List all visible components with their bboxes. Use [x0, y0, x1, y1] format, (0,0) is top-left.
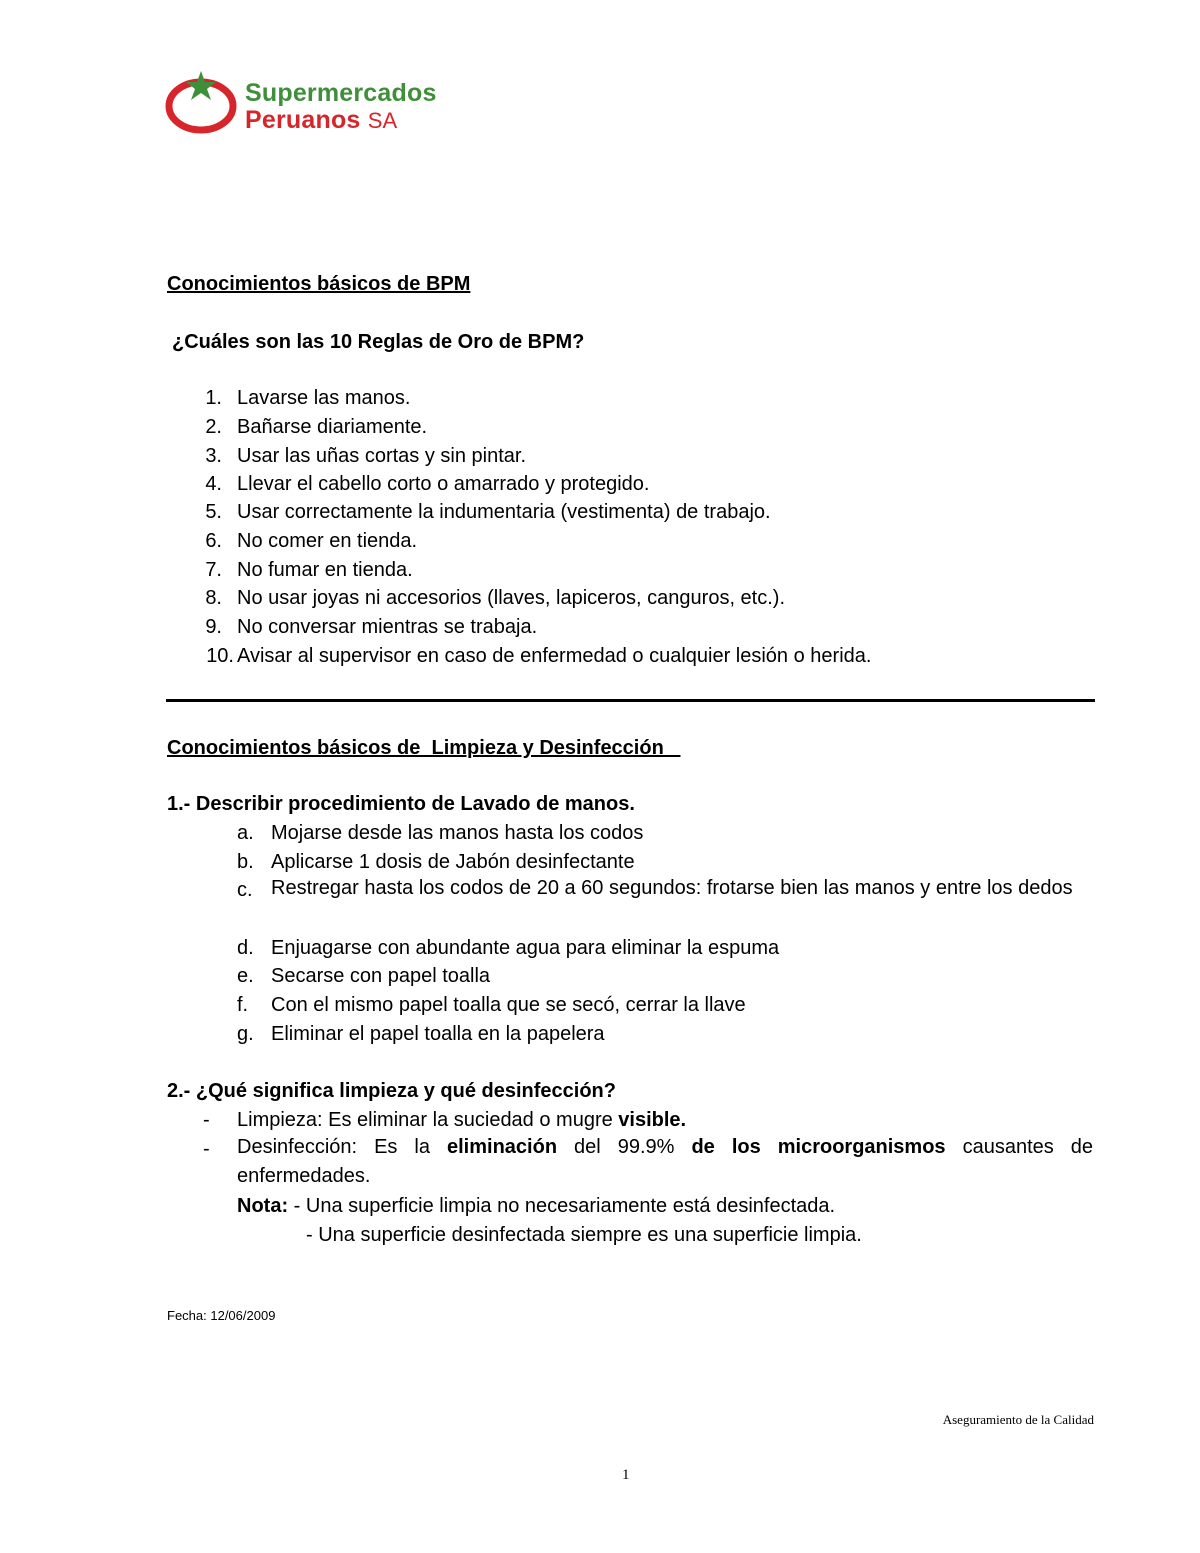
list-item-text: No fumar en tienda. [237, 559, 413, 581]
limpieza-text: Limpieza: Es eliminar la suciedad o mugre [237, 1109, 619, 1131]
list-item-text: Mojarse desde las manos hasta los codos [271, 822, 644, 844]
department-footer: Aseguramiento de la Calidad [942, 1412, 1094, 1427]
logo-line1: Supermercados [245, 79, 437, 107]
list-item-text: Con el mismo papel toalla que se secó, cerrar la llave [271, 994, 746, 1016]
list-bullet: - [203, 1109, 210, 1131]
nota-line-2: - Una superficie desinfectada siempre es una superficie limpia. [306, 1224, 862, 1246]
desinfeccion-text-1: Desinfección: Es la [237, 1136, 447, 1158]
company-logo [164, 68, 454, 138]
list-item-number: 2. [205, 416, 222, 438]
question1-title: 1.- Describir procedimiento de Lavado de manos. [167, 793, 635, 815]
list-item-letter: c. [237, 879, 253, 901]
list-item-text: Llevar el cabello corto o amarrado y protegido. [237, 473, 650, 495]
document-date: Fecha: 12/06/2009 [167, 1308, 276, 1323]
list-bullet: - [203, 1138, 210, 1160]
list-item-letter: a. [237, 822, 254, 844]
list-item-number: 5. [205, 501, 222, 523]
nota-text-1: - Una superficie limpia no necesariamente está desinfectada. [288, 1195, 836, 1217]
list-item-text: No comer en tienda. [237, 530, 418, 552]
list-item-number: 7. [205, 559, 222, 581]
list-item-text: Bañarse diariamente. [237, 416, 428, 438]
desinfeccion-definition [237, 1133, 1099, 1191]
section-divider [166, 699, 1095, 702]
desinfeccion-text-2: del 99.9% [557, 1136, 692, 1158]
list-item-text: Aplicarse 1 dosis de Jabón desinfectante [271, 851, 635, 873]
list-item-letter: f. [237, 994, 249, 1016]
limpieza-definition [237, 1108, 686, 1132]
list-item-number: 8. [205, 587, 222, 609]
list-item-text: Restregar hasta los codos de 20 a 60 segundos: frotarse bien las manos y entre los dedos [271, 877, 1073, 899]
list-item-letter: g. [237, 1023, 254, 1045]
section2-title: Conocimientos básicos de Limpieza y Desinfección [167, 737, 681, 759]
desinfeccion-bold-1: eliminación [447, 1136, 558, 1158]
list-item-number: 9. [205, 616, 222, 638]
list-item-number: 3. [205, 445, 222, 467]
limpieza-bold: visible. [618, 1109, 687, 1131]
list-item-text: Usar las uñas cortas y sin pintar. [237, 445, 527, 467]
list-item-text: Lavarse las manos. [237, 387, 411, 409]
desinfeccion-bold-2: de los microorganismos [691, 1136, 946, 1158]
desinfeccion-text-3: causantes de enfermedades. [237, 1136, 1099, 1187]
list-item-text: Avisar al supervisor en caso de enfermedad o cualquier lesión o herida. [237, 645, 872, 667]
list-item-text: Eliminar el papel toalla en la papelera [271, 1023, 605, 1045]
section1-title: Conocimientos básicos de BPM [167, 273, 471, 295]
logo-wordmark [245, 80, 437, 134]
section1-question: ¿Cuáles son las 10 Reglas de Oro de BPM? [172, 331, 585, 353]
list-item-text: Secarse con papel toalla [271, 965, 491, 987]
nota-line-1 [237, 1194, 835, 1218]
list-item-number: 4. [205, 473, 222, 495]
list-item-letter: e. [237, 965, 254, 987]
list-item-letter: b. [237, 851, 254, 873]
list-item-text: No usar joyas ni accesorios (llaves, lapiceros, canguros, etc.). [237, 587, 786, 609]
list-item-text: No conversar mientras se trabaja. [237, 616, 538, 638]
list-item-number: 10. [206, 645, 234, 667]
page-number: 1 [622, 1467, 630, 1483]
list-item-text: Usar correctamente la indumentaria (vestimenta) de trabajo. [237, 501, 771, 523]
list-item-letter: d. [237, 937, 254, 959]
logo-suffix: SA [367, 108, 398, 133]
list-item-number: 1. [205, 387, 222, 409]
logo-line2-name: Peruanos [245, 106, 361, 134]
list-item-number: 6. [205, 530, 222, 552]
list-item-text: Enjuagarse con abundante agua para eliminar la espuma [271, 937, 780, 959]
question2-title: 2.- ¿Qué significa limpieza y qué desinfección? [167, 1080, 616, 1102]
logo-line2 [245, 107, 437, 134]
tomato-logo-icon [164, 68, 238, 134]
nota-label: Nota: [237, 1195, 289, 1217]
